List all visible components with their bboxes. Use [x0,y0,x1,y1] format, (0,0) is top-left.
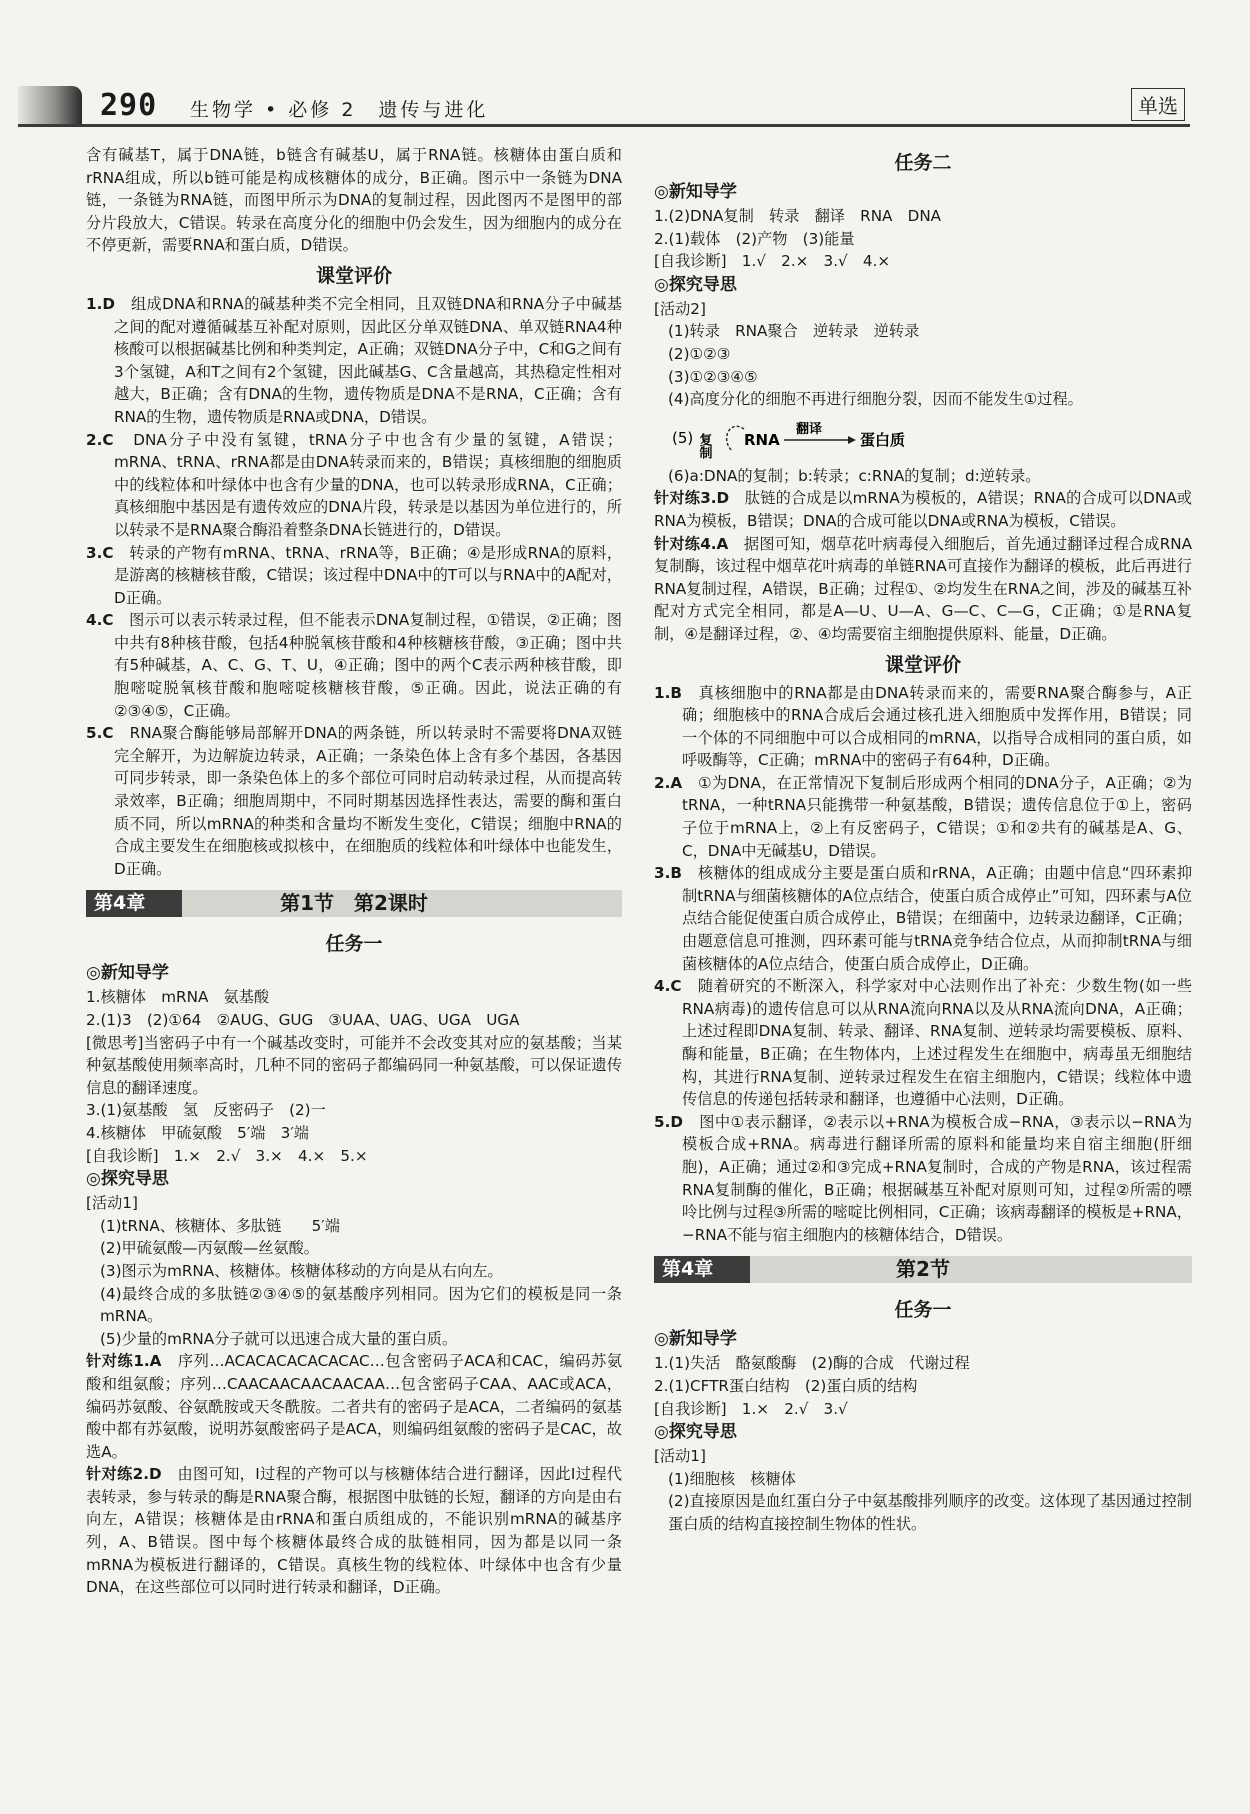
subsection-heading: ◎新知导学 [86,963,169,984]
diagram-protein: 蛋白质 [860,430,906,449]
right-column [654,144,1192,1536]
answer-line: 3.(1)氨基酸 氢 反密码子 (2)一 [86,1101,326,1120]
diagram-label: (5) [672,428,694,447]
answer-line: 2.(1)3 (2)①64 ②AUG、GUG ③UAA、UAG、UGA UGA [86,1011,520,1029]
page-number: 290 [100,88,158,123]
activity-line: (4)高度分化的细胞不再进行细胞分裂，因而不能发生①过程。 [668,390,1083,409]
chapter-label: 第4章 [662,1258,714,1281]
subsection-heading: ◎探究导思 [86,1169,169,1190]
subsection-heading: ◎探究导思 [654,1422,737,1443]
answer-item: 1.D 组成DNA和RNA的碱基种类不完全相同，且双链DNA和RNA分子中碱基之间的配对遵循碱基互补配对原则，因此区分单双链DNA、单双链RNA4种核酸可以根据碱基比例和种类判定，A正确；双链DNA分子中，C和G之间有3个氢键，A和T之间有2个氢键，因此碱基G、C含量越高，其热稳定性相对越大，B正确；含有DNA的生物，遗传物质是DNA不是RNA，C正确；含有RNA的生物，遗传物质是RNA或DNA，D错误。 [86,294,623,426]
answer-line: 2.(1)CFTR蛋白结构 (2)蛋白质的结构 [654,1376,918,1395]
activity-line: (2)①②③ [668,344,731,363]
diagram-copy-label: 复制 [696,432,712,459]
answer-line: 2.(1)载体 (2)产物 (3)能量 [654,229,855,248]
diagram-translate-label: 翻译 [796,421,823,437]
answer-item: 3.C 转录的产物有mRNA、tRNA、rRNA等，B正确；④是形成RNA的原料，是游离的核糖核苷酸，C错误；该过程中DNA中的T可以与RNA中的A配对，D正确。 [86,543,623,607]
activity-line: (5)少量的mRNA分子就可以迅速合成大量的蛋白质。 [100,1329,458,1348]
self-check: [自我诊断] 1.× 2.√ 3.× 4.× 5.× [86,1146,368,1165]
task-heading: 任务一 [894,1299,952,1322]
chapter-label: 第4章 [94,892,146,915]
activity-line: (6)a:DNA的复制；b:转录；c:RNA的复制；d:逆转录。 [668,466,1041,485]
practice-item: 针对练1.A 序列…ACACACACACACAC…包含密码子ACA和CAC，编码苏氨酸和组氨酸；序列…CAACAACAACAACAA…包含密码子CAA、AAC或ACA，编码苏氨酸、谷氨酰胺或天冬酰胺。二者共有的密码子是ACA，二者编码的氨基酸中都有苏氨酸，说明苏氨酸密码子是ACA，则编码组氨酸的密码子是CAC，故选A。 [86,1352,623,1461]
activity-line: (3)①②③④⑤ [668,367,758,386]
answer-line: 1.(2)DNA复制 转录 翻译 RNA DNA [654,207,942,225]
activity-line: (1)tRNA、核糖体、多肽链 5′端 [100,1216,340,1235]
subsection-heading: ◎探究导思 [654,274,737,295]
practice-item: 针对练3.D 肽链的合成是以mRNA为模板的，A错误；RNA的合成可以DNA或RNA为模板，B错误；DNA的合成可能以DNA或RNA为模板，C错误。 [654,489,1192,530]
answer-item: 4.C 随着研究的不断深入，科学家对中心法则作出了补充：少数生物(如一些RNA病毒)的遗传信息可以从RNA流向RNA以及从RNA流向DNA，A正确；上述过程即DNA复制、转录、翻译、RNA复制、逆转录均需要模板、原料、酶和能量，B正确；在生物体内，上述过程发生在细胞中，病毒虽无细胞结构，其进行RNA复制、逆转录过程发生在宿主细胞内，C错误；线粒体中遗传信息的传递包括转录和翻译，也遵循中心法则，D正确。 [654,977,1193,1109]
rna-flow-svg [672,415,932,459]
self-check: [自我诊断] 1.√ 2.× 3.√ 4.× [654,252,891,271]
answer-item: 4.C 图示可以表示转录过程，但不能表示DNA复制过程，①错误，②正确；图中共有8种核苷酸，包括4种脱氧核苷酸和4种核糖核苷酸，③正确；图中共有5种碱基，A、C、G、T、U，④正确；图中的两个C表示两种核苷酸，即胞嘧啶脱氧核苷酸和胞嘧啶核糖核苷酸，⑤正确。因此，说法正确的有②③④⑤，C正确。 [86,611,622,720]
task-heading: 任务二 [894,152,952,174]
activity-tag: [活动2] [654,299,706,318]
answer-item: 5.D 图中①表示翻译，②表示以+RNA为模板合成−RNA，③表示以−RNA为模板合成+RNA。病毒进行翻译所需的原料和能量均来自宿主细胞(肝细胞)，A正确；通过②和③完成+RNA复制时，合成的产物是RNA，该过程需RNA复制酶的催化，B正确；根据碱基互补配对原则可知，过程②所需的嘌呤比例与过程③所需的嘧啶比例相同，C正确；该病毒翻译的模板是+RNA，−RNA不能与宿主细胞内的核糖体结合，D错误。 [654,1112,1193,1244]
subsection-heading: ◎新知导学 [654,182,737,202]
answer-item: 2.A ①为DNA，在正常情况下复制后形成两个相同的DNA分子，A正确；②为tRNA，一种tRNA只能携带一种氨基酸，B错误；遗传信息位于①上，密码子位于mRNA上，②上有反密码子，C错误；①和②共有的碱基是A、G、C，DNA中无碱基U，D错误。 [654,773,1193,860]
activity-line: (4)最终合成的多肽链②③④⑤的氨基酸序列相同。因为它们的模板是同一条mRNA。 [100,1284,622,1326]
self-check: [自我诊断] 1.× 2.√ 3.√ [654,1399,848,1418]
answer-line: 1.核糖体 mRNA 氨基酸 [86,988,270,1007]
answer-item: 5.C RNA聚合酶能够局部解开DNA的两条链，所以转录时不需要将DNA双链完全解开，为边解旋边转录，A正确；一条染色体上含有多个基因，各基因可同步转录，即一条染色体上的多个部位可同时启动转录过程，从而提高转录效率，B正确；细胞周期中，不同时期基因选择性表达，需要的酶和蛋白质不同，所以mRNA的种类和含量均不断发生变化，C错误；细胞中RNA的合成主要发生在细胞核或拟核中，在细胞质的线粒体和叶绿体中也能发生，D正确。 [86,724,622,878]
answer-line: 1.(1)失活 酪氨酸酶 (2)酶的合成 代谢过程 [654,1354,970,1373]
chapter-title: 第2节 [896,1257,950,1282]
left-column [86,144,622,1599]
book-title: 生物学 • 必修 2 遗传与进化 [190,99,489,121]
answer-item: 2.C DNA分子中没有氢键，tRNA分子中也含有少量的氢键，A错误；mRNA、tRNA、rRNA都是由DNA转录而来的，B错误；真核细胞的细胞质中的线粒体和叶绿体中也含有少量的DNA，也可以转录形成RNA，C正确；真核细胞中基因是有遗传效应的DNA片段，转录是以基因为单位进行的，所以转录不是RNA聚合酶沿着整条DNA长链进行的，D错误。 [86,430,623,539]
task-heading: 任务一 [325,933,383,956]
header-tab-decoration [18,86,82,126]
activity-line: (2)甲硫氨酸—丙氨酸—丝氨酸。 [100,1239,319,1258]
activity-tag: [活动1] [86,1194,138,1213]
chapter-title: 第1节 第2课时 [280,891,428,916]
activity-line: (2)直接原因是血红蛋白分子中氨基酸排列顺序的改变。这体现了基因通过控制蛋白质的结构直接控制生物体的性状。 [668,1492,1192,1533]
section-heading: 课堂评价 [884,653,961,676]
answer-item: 1.B 真核细胞中的RNA都是由DNA转录而来的，需要RNA聚合酶参与，A正确；细胞核中的RNA合成后会通过核孔进入细胞质中发挥作用，B错误；同一个体的不同细胞中可以合成相同的mRNA，以指导合成相同的蛋白质，如呼吸酶等，C正确；mRNA中的密码子有64种，D正确。 [654,683,1192,770]
activity-line: (1)细胞核 核糖体 [668,1469,796,1488]
answer-line: 4.核糖体 甲硫氨酸 5′端 3′端 [86,1123,309,1142]
activity-tag: [活动1] [654,1447,706,1466]
chapter-bar [86,890,622,917]
header-rule [18,124,1190,127]
micro-thinking: [微思考]当密码子中有一个碱基改变时，可能并不会改变其对应的氨基酸；当某种氨基酸使用频率高时，几种不同的密码子都编码同一种氨基酸，可以保证遗传信息的翻译速度。 [86,1033,622,1097]
practice-item: 针对练2.D 由图可知，Ⅰ过程的产物可以与核糖体结合进行翻译，因此Ⅰ过程代表转录，参与转录的酶是RNA聚合酶，根据图中肽链的长短，翻译的方向是由右向左，A错误；核糖体是由rRNA和蛋白质组成的，不能识别mRNA的碱基序列，A、B错误。图中每个核糖体最终合成的肽链相同，因为都是以同一条mRNA为模板进行翻译的，C错误。真核生物的线粒体、叶绿体中也含有少量DNA，在这些部位可以同时进行转录和翻译，D正确。 [86,1465,622,1597]
subsection-heading: ◎新知导学 [654,1329,737,1350]
activity-line: (3)图示为mRNA、核糖体。核糖体移动的方向是从右向左。 [100,1261,503,1280]
page-header [0,0,1250,140]
diagram-rna: RNA [744,430,780,449]
translation-arrowhead [848,436,856,444]
practice-item: 针对练4.A 据图可知，烟草花叶病毒侵入细胞后，首先通过翻译过程合成RNA复制酶，该过程中烟草花叶病毒的单链RNA可直接作为翻译的模板，此后再进行RNA复制过程，A错误，B正确；过程①、②均发生在RNA之间，涉及的碱基互补配对方式完全相同，都是A—U、U—A、G—C、C—G，C正确；①是RNA复制，④是翻译过程，②、④均需要宿主细胞提供原料、能量，D正确。 [654,534,1193,643]
answer-item: 3.B 核糖体的组成成分主要是蛋白质和rRNA，A正确；由题中信息“四环素抑制tRNA与细菌核糖体的A位点结合，使蛋白质合成停止”可知，四环素与A位点结合能促使蛋白质合成停止，B错误；在细菌中，边转录边翻译，C正确；由题意信息可推测，四环素可能与tRNA竞争结合位点，从而抑制tRNA与细菌核糖体的A位点结合，使蛋白质合成停止，D正确。 [654,864,1193,973]
replication-loop-arrow [727,426,744,451]
rna-flow-diagram [672,415,1192,459]
activity-line: (1)转录 RNA聚合 逆转录 逆转录 [668,322,920,341]
chapter-bar [654,1256,1192,1283]
edition-badge: 单选 [1131,88,1185,121]
section-heading: 课堂评价 [315,264,392,287]
intro-paragraph: 含有碱基T，属于DNA链，b链含有碱基U，属于RNA链。核糖体由蛋白质和rRNA组成，所以b链可能是构成核糖体的成分，B正确。图示中一条链为DNA链，一条链为RNA链，而图甲所示为DNA的复制过程，因此图丙不是图甲的部分片段放大，C错误。转录在高度分化的细胞中仍会发生，因为细胞内的成分在不停更新，需要RNA和蛋白质，D错误。 [86,146,622,255]
